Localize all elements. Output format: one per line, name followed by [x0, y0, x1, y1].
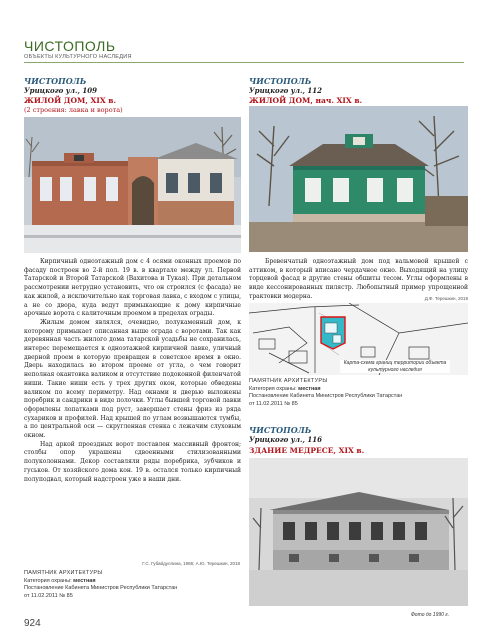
protection-heading: ПАМЯТНИК АРХИТЕКТУРЫ	[249, 378, 328, 384]
right-entry2-name: ЗДАНИЕ МЕДРЕСЕ, XIX в.	[249, 446, 365, 455]
left-entry-city: ЧИСТОПОЛЬ	[24, 76, 87, 86]
right-entry1-paragraph: Бревенчатый одноэтажный дом под вальмовой крышей с аттиком, в который вписано чердачное окно. Выходящий на улицу торцевой фасад в другие стены обшиты тесом. Углы оформлены в виде кессонированных пилястр. Любопытный пример упрощенной трактовки модерна.	[249, 258, 468, 300]
protection-decree: Постановление Кабинета Министров Республики Татарстан	[249, 393, 403, 399]
section-title: ЧИСТОПОЛЬ	[24, 38, 116, 54]
protection-date: от 11.02.2011 № 85	[249, 400, 298, 407]
right-entry1-address: Урицкого ул., 112	[249, 86, 322, 95]
page-number: 924	[24, 618, 41, 629]
left-entry-paragraph: Над аркой проездных ворот поставлен массивный фронтон; столбы опор украшены сдвоенными стилизованными полуколоннами. Декор составляли ряды поребрика, зубчиков и гуськов. От хозяйского дома кон. 19 в. остался только кирпичный полуподвал, который надстроен уже в наши дни.	[24, 440, 241, 483]
protection-category: Категория охраны: местная	[249, 385, 321, 392]
left-entry-address: Урицкого ул., 109	[24, 86, 97, 95]
right-protection-block	[249, 378, 469, 408]
left-entry-paragraph: Жилым домом являлся, очевидно, полукаменный дом, к которому примыкает описанная выше ограда с воротами. Так как деревянная часть жилого дома татарской усадьбы не сохранилась, интерес перемещается к одноэтажной кирпичной лавке, уличный дверной проем в которую превращен в советское время в окно. Дверь находилась во втором проеме от угла, о чем говорит неполная окантовка валиком и отсутствие подоконной филенчатой ниши. Такие ниши есть у трех других окон, которые обведены валиком по всему периметру. Над окнами и дверью выложены поребрик и сандрики в виде полочки. Углы бывшей торговой лавки оформлены лопатками под руст, завершает стены фриз из ряда сухариков и профилей. Над крышей по углам возвышаются тумбы, а по центральной оси — скругленная стенка с лежачим слуховым окном.	[24, 318, 241, 440]
right-photo2-caption: Фото до 1990 г.	[410, 612, 450, 618]
right-entry1-description	[249, 258, 468, 302]
right-entry1-name: ЖИЛОЙ ДОМ, нач. XIX в.	[249, 96, 363, 105]
protection-category: Категория охраны: местная	[24, 577, 96, 584]
map-caption: Карта-схема границ территории объекта культурного наследия	[340, 360, 450, 373]
left-entry-name: ЖИЛОЙ ДОМ, XIX в.	[24, 96, 117, 105]
right-photo1-credit: Д.Ф. Терешкин, 2019	[424, 296, 468, 301]
right-entry2-city: ЧИСТОПОЛЬ	[249, 425, 312, 435]
right-entry1-photo	[249, 106, 468, 252]
left-entry-note: (2 строения: лавка и ворота)	[24, 106, 123, 114]
left-entry-description	[24, 258, 241, 484]
header-divider	[24, 62, 464, 63]
right-entry2-photo	[249, 458, 468, 606]
left-protection-block	[24, 570, 244, 600]
protection-date: от 11.02.2011 № 85	[24, 592, 73, 599]
protection-heading: ПАМЯТНИК АРХИТЕКТУРЫ	[24, 570, 103, 576]
protection-decree: Постановление Кабинета Министров Республики Татарстан	[24, 585, 178, 591]
left-entry-photo	[24, 117, 241, 253]
left-photo-credit: Г.С. Губайдуллина, 1986; А.Ю. Терешкин, 2018	[142, 561, 240, 566]
section-subtitle: ОБЪЕКТЫ КУЛЬТУРНОГО НАСЛЕДИЯ	[24, 54, 132, 60]
right-entry2-address: Урицкого ул., 116	[249, 435, 322, 444]
left-entry-paragraph: Кирпичный одноэтажный дом с 4 осями оконных проемов по фасаду построен во 2-й пол. 19 в. в квартале между ул. Первой Татарской и Второй Татарской (Вахитова и Тукая). При детальном рассмотрении нетрудно установить, что он строился (с фасада) не как жилой, а исключительно как торговая лавка, с входом с улицы, а не со двора, куда ведут примыкающие к дому кирпичные арочные ворота с калиточным проемом в пределах ограды.	[24, 258, 241, 318]
right-entry1-city: ЧИСТОПОЛЬ	[249, 76, 312, 86]
